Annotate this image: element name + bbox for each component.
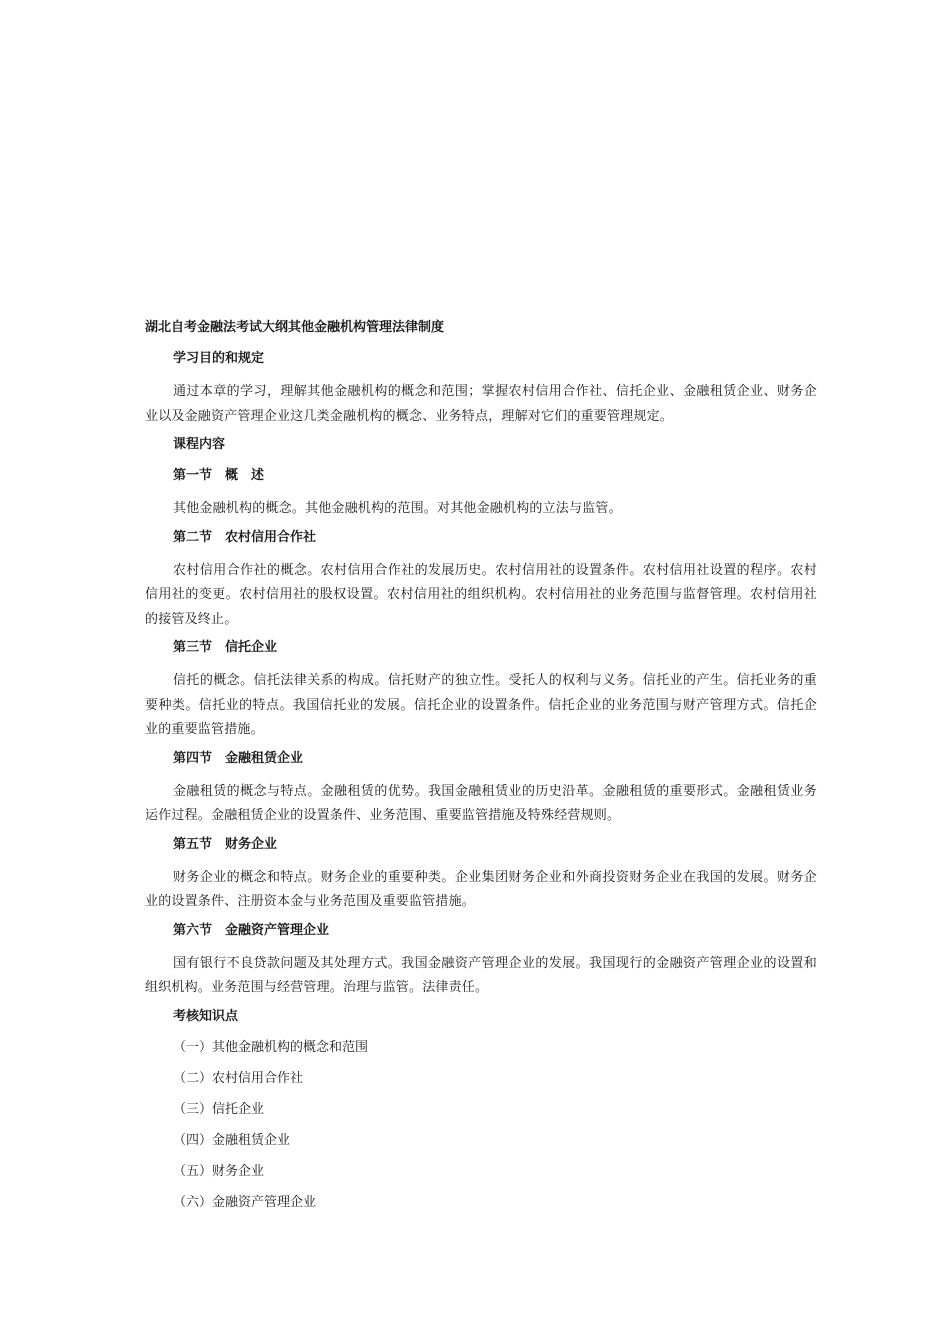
- section-heading: 第三节 信托企业: [173, 640, 278, 655]
- list-item: （五）财务企业: [173, 1163, 265, 1179]
- section-heading: 第四节 金融租赁企业: [173, 750, 304, 766]
- section-heading: 第一节 概 述: [173, 468, 265, 483]
- document-body: [145, 318, 817, 1224]
- list-item: （一）其他金融机构的概念和范围: [173, 1039, 369, 1055]
- objectives-heading: 学习目的和规定: [173, 351, 265, 366]
- document-title: 湖北自考金融法考试大纲其他金融机构管理法律制度: [145, 320, 445, 335]
- list-item: （六）金融资产管理企业: [173, 1194, 317, 1210]
- list-item: （二）农村信用合作社: [173, 1070, 304, 1086]
- section-3: [145, 638, 817, 743]
- section-paragraph: 其他金融机构的概念。其他金融机构的范围。对其他金融机构的立法与监管。: [173, 501, 622, 516]
- section-paragraph: 农村信用合作社的概念。农村信用合作社的发展历史。农村信用社的设置条件。农村信用社设置的程序。农村信用社的变更。农村信用社的股权设置。农村信用社的组织机构。农村信用社的业务范围与监督管理。农村信用社的接管及终止。: [145, 562, 817, 627]
- section-4: [145, 749, 817, 829]
- section-heading: 第二节 农村信用合作社: [173, 529, 317, 545]
- section-paragraph: 金融租赁的概念与特点。金融租赁的优势。我国金融租赁业的历史沿革。金融租赁的重要形式。金融租赁业务运作过程。金融租赁企业的设置条件、业务范围、重要监管措施及特殊经营规则。: [145, 783, 817, 823]
- knowledge-points-list: [145, 1038, 817, 1213]
- section-paragraph: 国有银行不良贷款问题及其处理方式。我国金融资产管理企业的发展。我国现行的金融资产管理企业的设置和组织机构。业务范围与经营管理。治理与监管。法律责任。: [145, 955, 817, 995]
- section-1: [145, 466, 817, 522]
- section-5: [145, 835, 817, 915]
- knowledge-points-heading: 考核知识点: [173, 1008, 239, 1024]
- list-item: （四）金融租赁企业: [173, 1132, 291, 1148]
- objectives-paragraph: 通过本章的学习，理解其他金融机构的概念和范围；掌握农村信用合作社、信托企业、金融租赁企业、财务企业以及金融资产管理企业这几类金融机构的概念、业务特点，理解对它们的重要管理规定。: [145, 384, 817, 424]
- section-2: [145, 528, 817, 633]
- section-heading: 第五节 财务企业: [173, 836, 278, 852]
- section-heading: 第六节 金融资产管理企业: [173, 922, 330, 938]
- section-paragraph: 信托的概念。信托法律关系的构成。信托财产的独立性。受托人的权利与义务。信托业的产生。信托业务的重要种类。信托业的特点。我国信托业的发展。信托企业的设置条件。信托企业的业务范围与财产管理方式。信托企业的重要监管措施。: [145, 673, 817, 737]
- section-paragraph: 财务企业的概念和特点。财务企业的重要种类。企业集团财务企业和外商投资财务企业在我国的发展。财务企业的设置条件、注册资本金与业务范围及重要监管措施。: [145, 869, 817, 909]
- section-6: [145, 921, 817, 1001]
- list-item: （三）信托企业: [173, 1101, 265, 1117]
- course-content-heading: 课程内容: [173, 437, 226, 452]
